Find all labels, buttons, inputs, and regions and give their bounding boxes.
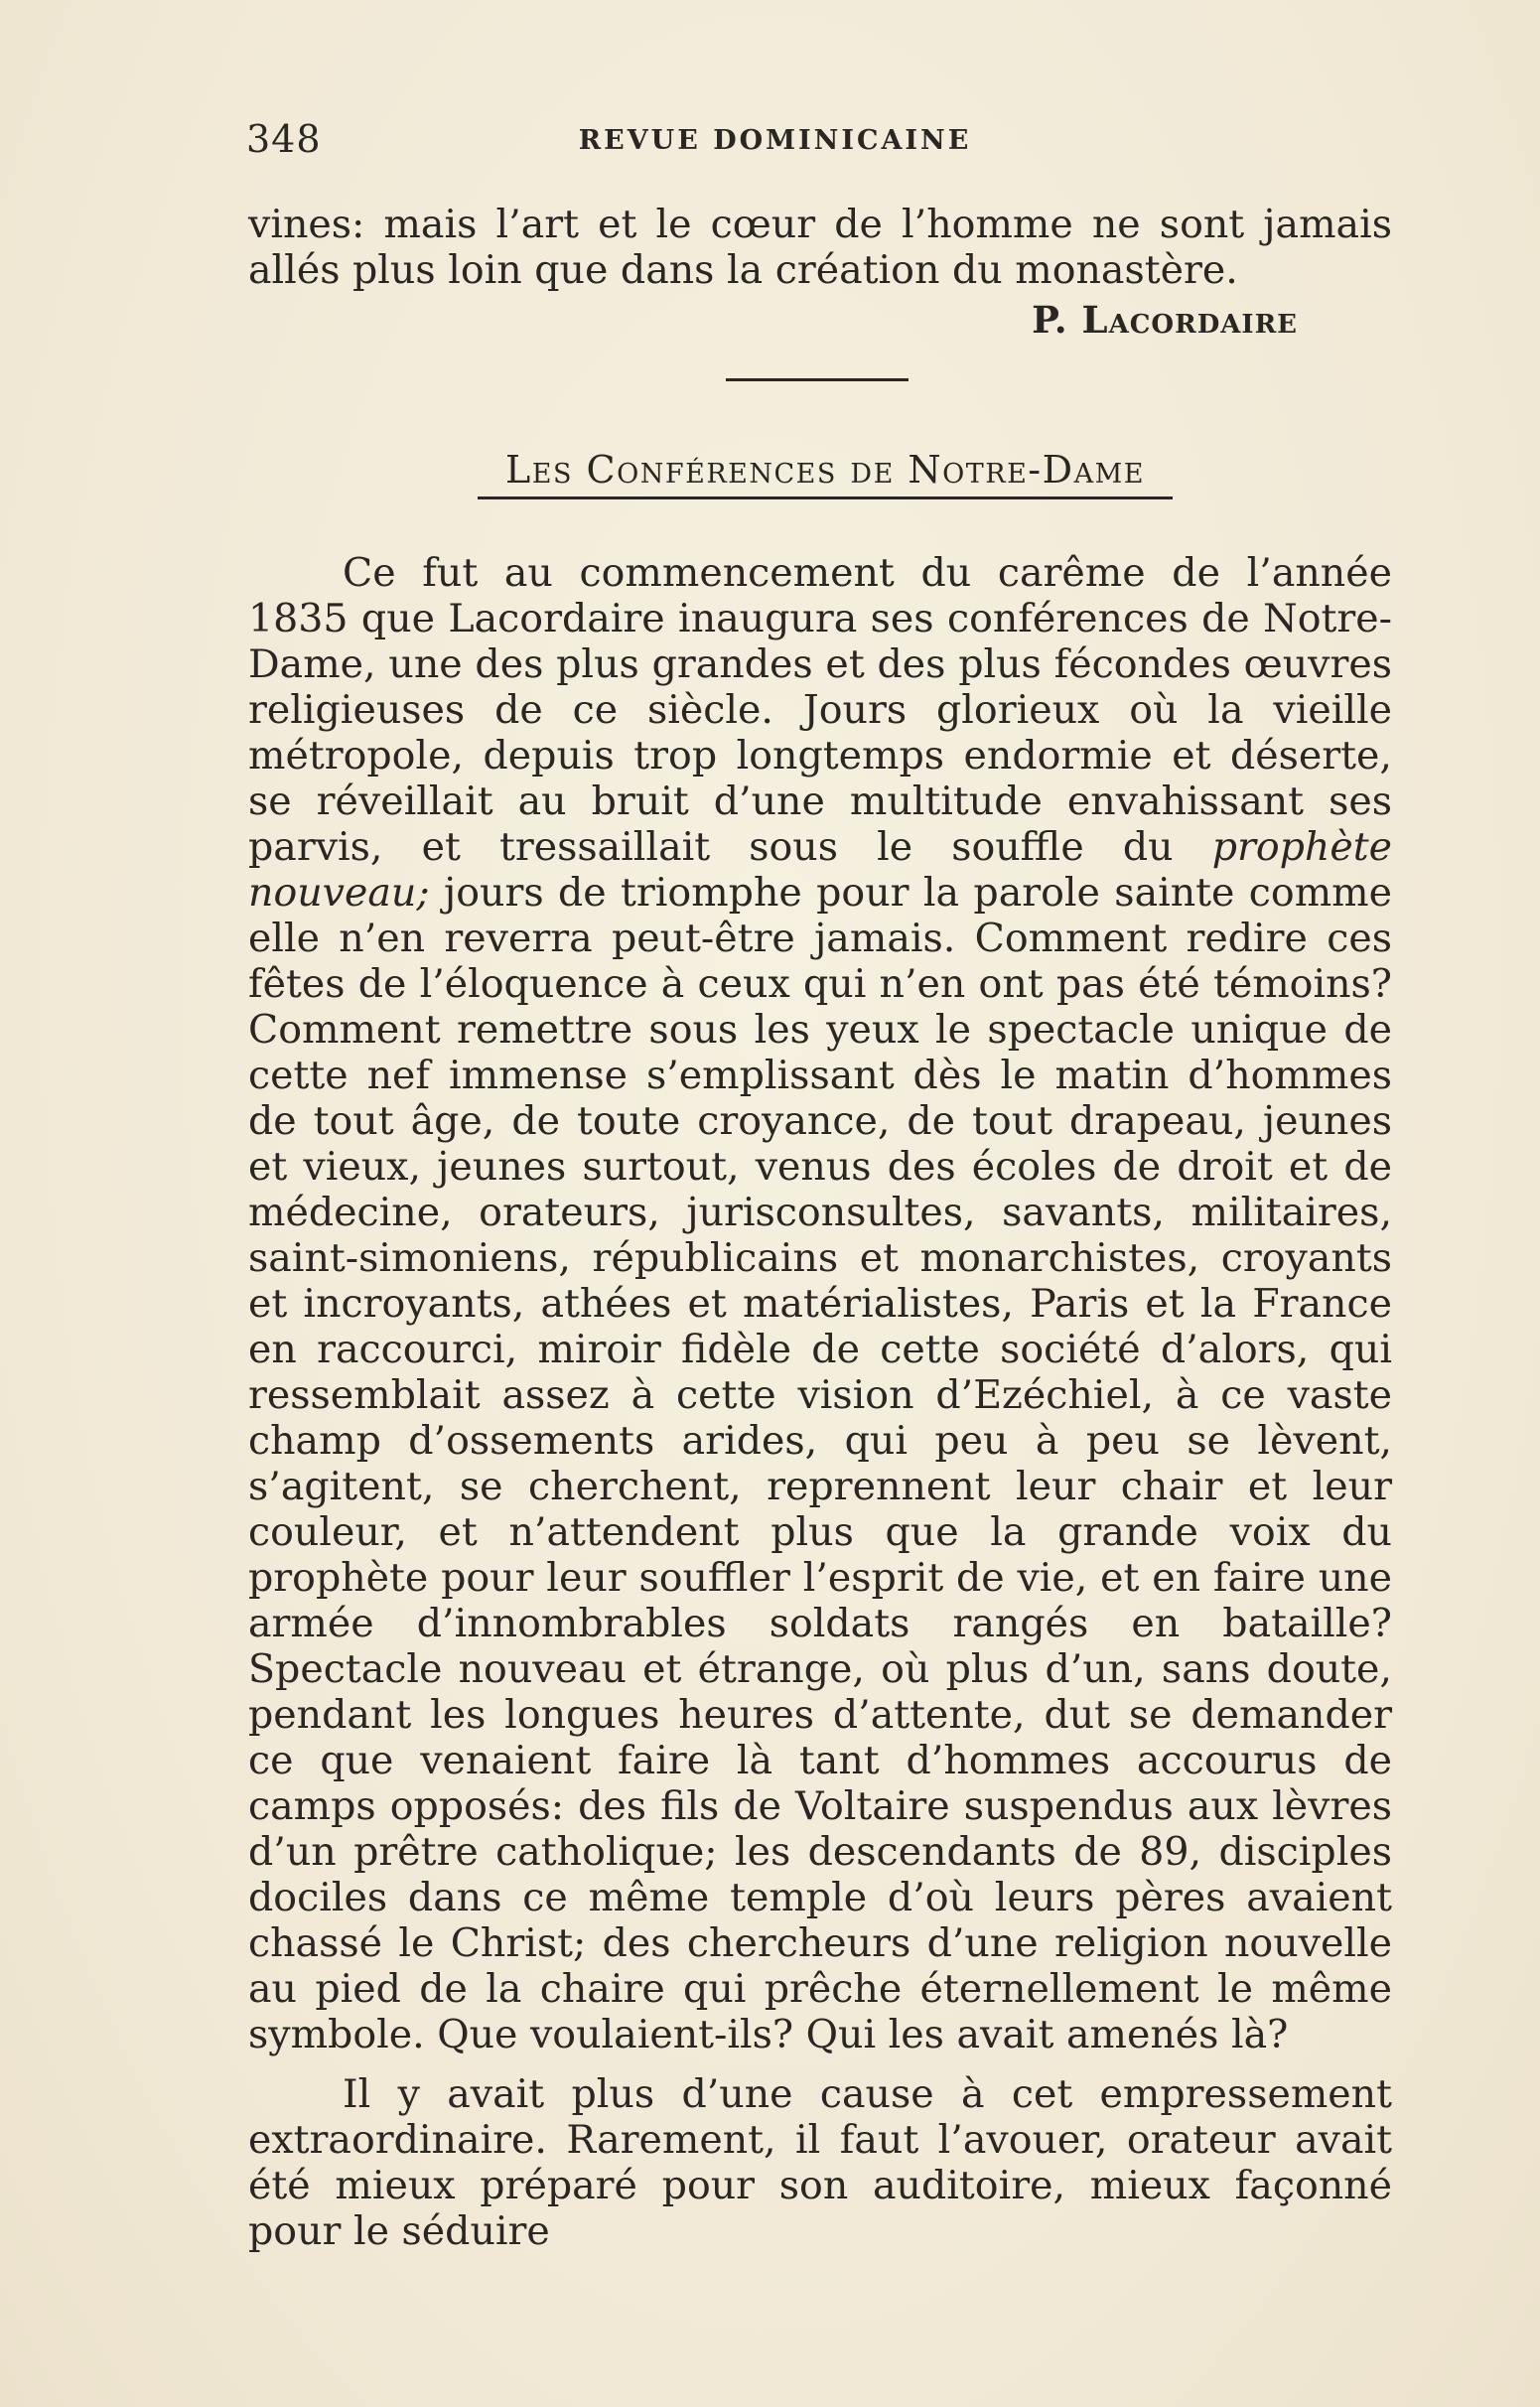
page-header [246, 117, 1304, 167]
article-body [248, 550, 1392, 2268]
author-signature: P. Lacordaire [1032, 298, 1298, 342]
paragraph-2: Il y avait plus d’une cause à cet empressement extraordinaire. Rarement, il faut l’avouer, orateur avait été mieux préparé pour son auditoire, mieux façonné pour le séduire [248, 2071, 1392, 2254]
page-number: 348 [246, 117, 322, 161]
section-divider [726, 378, 909, 381]
paragraph-1-text-end: jours de triomphe pour la parole sainte comme elle n’en reverra peut-être jamais. Comment redire ces fêtes de l’éloquence à ceux qui n’en ont pas été témoins? Comment remettre sous les yeux le spectacle unique de cette nef immense s’emplissant dès le matin d’hommes de tout âge, de toute croyance, de tout drapeau, jeunes et vieux, jeunes surtout, venus des écoles de droit et de médecine, orateurs, jurisconsultes, savants, militaires, saint-simoniens, républicains et monarchistes, croyants et incroyants, athées et matérialistes, Paris et la France en raccourci, miroir fidèle de cette société d’alors, qui ressemblait assez à cette vision d’Ezéchiel, à ce vaste champ d’ossements arides, qui peu à peu se lèvent, s’agitent, se cherchent, reprennent leur chair et leur couleur, et n’attendent plus que la grande voix du prophète pour leur souffler l’esprit de vie, et en faire une armée d’innombrables soldats rangés en bataille? Spectacle nouveau et étrange, où plus d’un, sans doute, pendant les longues heures d’attente, dut se demander ce que venaient faire là tant d’hommes accourus de camps opposés: des fils de Voltaire suspendus aux lèvres d’un prêtre catholique; les descendants de 89, disciples dociles dans ce même temple d’où leurs pères avaient chassé le Christ; des chercheurs d’une religion nouvelle au pied de la chaire qui prêche éternellement le même symbole. Que voulaient-ils? Qui les avait amenés là? [248, 870, 1392, 2057]
section-title-underline [478, 496, 1173, 499]
paragraph-1-text-start: Ce fut au commencement du carême de l’année 1835 que Lacordaire inaugura ses conférences de Notre-Dame, une des plus grandes et des plus fécondes œuvres religieuses de ce siècle. Jours glorieux où la vieille métropole, depuis trop longtemps endormie et déserte, se réveillait au bruit d’une multitude envahissant ses parvis, et tressaillait sous le souffle du [248, 550, 1392, 870]
section-title: Les Conférences de Notre-Dame [505, 448, 1145, 492]
paragraph-1-italic-phrase: prophète nouveau; [248, 824, 1392, 916]
continued-text [248, 202, 1392, 293]
running-head: REVUE DOMINICAINE [578, 125, 972, 156]
continued-paragraph: vines: mais l’art et le cœur de l’homme ne sont jamais allés plus loin que dans la création du monastère. [248, 202, 1392, 293]
paragraph-1 [248, 550, 1392, 2057]
